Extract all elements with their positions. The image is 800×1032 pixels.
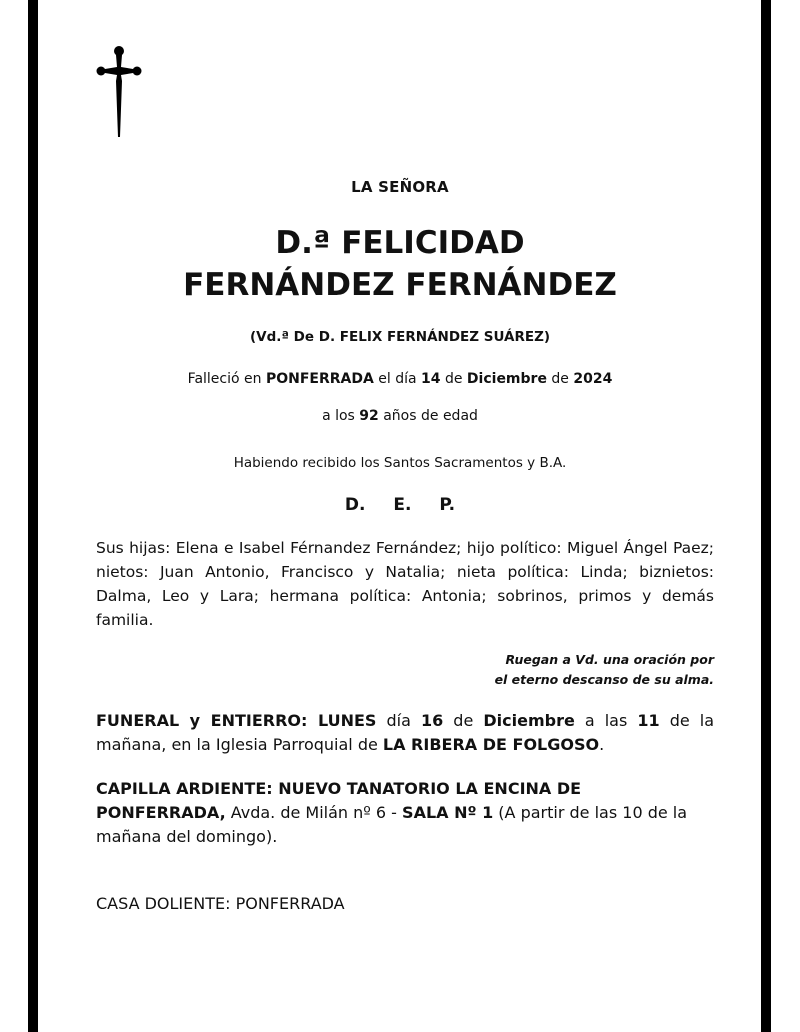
mourning-home: CASA DOLIENTE: PONFERRADA (96, 894, 345, 913)
dep-abbreviation: D. E. P. (344, 495, 456, 515)
funeral-info: FUNERAL y ENTIERRO: LUNES día 16 de Diciembre a las 11 de la mañana, en la Iglesia Parroquial de LA RIBERA DE FOLGOSO. (96, 711, 715, 754)
chapel-info: CAPILLA ARDIENTE: NUEVO TANATORIO LA ENCINA DE PONFERRADA, Avda. de Milán nº 6 - SALA Nº 1 (A partir de las 10 de la mañana del domingo). (96, 779, 688, 846)
cross-icon (96, 45, 142, 139)
age-info: a los 92 años de edad (322, 408, 478, 424)
name-line-2: FERNÁNDEZ FERNÁNDEZ (183, 267, 617, 303)
border-right (761, 0, 771, 1032)
family-list: Sus hijas: Elena e Isabel Férnandez Fernández; hijo político: Miguel Ángel Paez; nietos: Juan Antonio, Francisco y Natalia; nieta política: Linda; biznietos: Dalma, Leo y Lara; hermana política: Antonia; sobrinos, primos y demás familia. (96, 539, 714, 629)
deceased-name (60, 222, 740, 306)
sacraments-note: Habiendo recibido los Santos Sacramentos y B.A. (233, 455, 567, 471)
border-left (28, 0, 38, 1032)
widow-note: (Vd.ª De D. FELIX FERNÁNDEZ SUÁREZ) (249, 329, 551, 345)
prayer-request: Ruegan a Vd. una oración por el eterno descanso de su alma. (494, 652, 714, 687)
name-line-1: D.ª FELICIDAD (275, 225, 525, 261)
death-info: Falleció en PONFERRADA el día 14 de Diciembre de 2024 (187, 371, 613, 387)
heading: LA SEÑORA (351, 178, 449, 196)
